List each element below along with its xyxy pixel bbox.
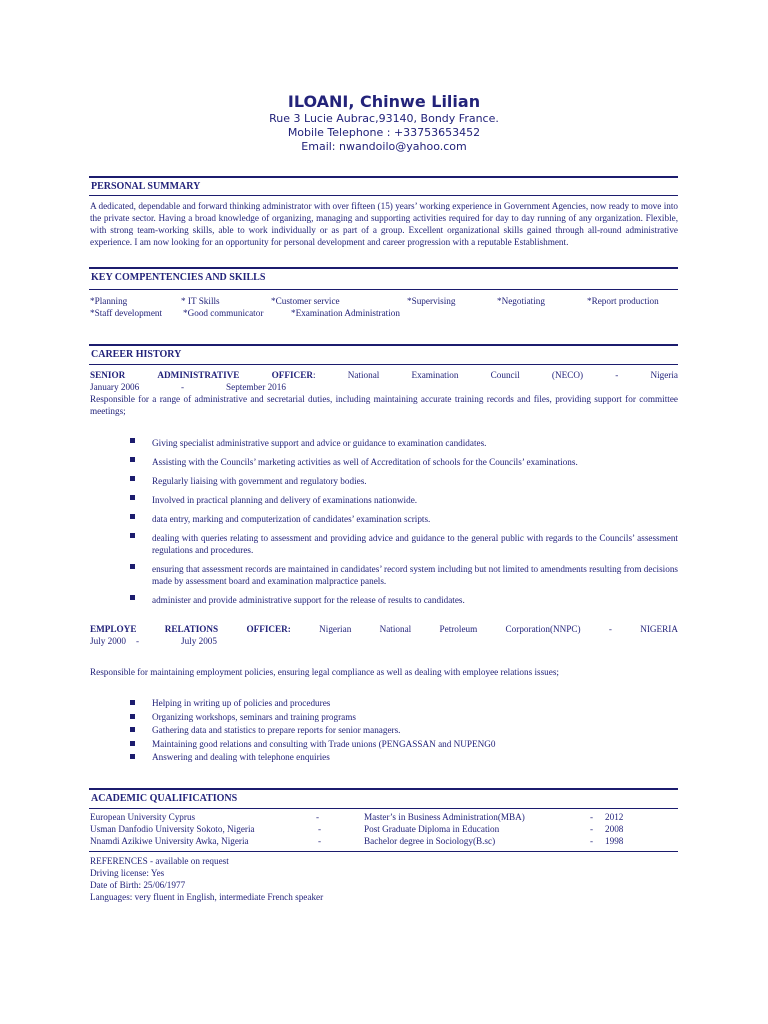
employer-word: National	[379, 624, 412, 634]
driving-license-line: Driving license: Yes	[90, 868, 165, 878]
skill-item: *Supervising	[407, 296, 456, 306]
employer-word: Petroleum	[439, 624, 478, 634]
job2-date-end: July 2005	[181, 636, 217, 646]
career-heading: CAREER HISTORY	[91, 349, 182, 360]
employer-word: Corporation(NNPC)	[505, 624, 581, 634]
job1-bullet: Regularly liaising with government and regulatory bodies.	[152, 476, 367, 486]
job2-date-start: July 2000	[90, 636, 126, 646]
bullet-icon	[130, 514, 135, 519]
bullet-icon	[130, 476, 135, 481]
bullet-icon	[130, 754, 135, 759]
job-title-word: EMPLOYE	[90, 624, 137, 634]
skill-item: *Staff development	[90, 308, 163, 318]
job1-bullet: Involved in practical planning and delivery of examinations nationwide.	[152, 495, 418, 505]
references-line: REFERENCES - available on request	[90, 856, 229, 866]
bullet-icon	[130, 495, 135, 500]
job1-bullet: Assisting with the Councils’ marketing activities as well of Accreditation of schools for the Councils’ examinations.	[152, 457, 578, 467]
job2-bullet: Answering and dealing with telephone enquiries	[152, 752, 330, 762]
employer-word: Nigerian	[319, 624, 352, 634]
employer-word: Examination	[411, 370, 459, 380]
employer-word: NIGERIA	[640, 624, 678, 634]
section-rule	[89, 851, 678, 852]
section-rule	[89, 364, 678, 365]
degree-name: Post Graduate Diploma in Education	[364, 824, 500, 834]
school-name: Nnamdi Azikiwe University Awka, Nigeria	[90, 836, 249, 846]
employer-word: -	[608, 624, 612, 634]
degree-year: 1998	[605, 836, 624, 846]
employer-word: Nigeria	[650, 370, 678, 380]
date-of-birth-line: Date of Birth: 25/06/1977	[90, 880, 186, 890]
job1-bullet: data entry, marking and computerization of candidates’ examination scripts.	[152, 514, 431, 524]
address-line: Rue 3 Lucie Aubrac,93140, Bondy France.	[269, 112, 499, 125]
skill-item: *Examination Administration	[291, 308, 400, 318]
job1-bullet: dealing with queries relating to assessment and providing advice and guidance to the general public with regards to the Councils’ assessment regulations and procedures.	[152, 533, 678, 555]
phone-line: Mobile Telephone : +33753653452	[287, 126, 481, 139]
section-rule	[89, 289, 678, 290]
job-title-word: SENIOR	[90, 370, 126, 380]
job-title-word: OFFICER:	[246, 624, 291, 634]
summary-text: A dedicated, dependable and forward thinking administrator with over fifteen (15) years’ working experience in Government Agencies, now ready to move into the private sector. Having a broad knowledge of organizing, managing and supporting activities required for day to day running of any organization. Flexible, with strong team-working skills, able to work individually or as part of a group. Excellent organizational skills gained through all-round administrative experience. I am now looking for an opportunity for personal development and career progression with a reputable Establishment.	[90, 201, 678, 247]
job1-date-sep: -	[181, 382, 185, 392]
row-separator: -	[590, 824, 594, 834]
languages-line: Languages: very fluent in English, intermediate French speaker	[90, 892, 324, 902]
job1-bullet: ensuring that assessment records are maintained in candidates’ record system including but not limited to amendments resulting from decisions made by assessment board and examination malpractice panels.	[152, 564, 678, 586]
job1-date-start: January 2006	[90, 382, 140, 392]
employer-word: Council	[490, 370, 520, 380]
degree-name: Master’s in Business Administration(MBA)	[364, 812, 525, 822]
section-rule	[89, 808, 678, 809]
job1-title-row	[90, 370, 678, 380]
job2-bullet: Helping in writing up of policies and procedures	[152, 698, 331, 708]
bullet-icon	[130, 533, 135, 538]
skill-item: *Planning	[90, 296, 128, 306]
job1-intro: Responsible for a range of administrative and secretarial duties, including maintaining accurate training records and files, providing support for committee meetings;	[90, 394, 678, 416]
degree-name: Bachelor degree in Sociology(B.sc)	[364, 836, 496, 846]
bullet-icon	[130, 714, 135, 719]
job1-bullet: Giving specialist administrative support and advice or guidance to examination candidates.	[152, 438, 487, 448]
bullet-icon	[130, 741, 135, 746]
job2-intro: Responsible for maintaining employment policies, ensuring legal compliance as well as dealing with employee relations issues;	[90, 667, 559, 677]
bullet-icon	[130, 564, 135, 569]
job2-bullet: Organizing workshops, seminars and training programs	[152, 712, 356, 722]
section-rule	[89, 267, 678, 269]
job-title-word: OFFICER	[271, 370, 313, 380]
bullet-icon	[130, 595, 135, 600]
job2-bullet: Maintaining good relations and consulting with Trade unions (PENGASSAN and NUPENG0	[152, 739, 496, 749]
degree-year: 2008	[605, 824, 624, 834]
row-separator: -	[590, 836, 594, 846]
skill-item: *Report production	[587, 296, 659, 306]
section-rule	[89, 788, 678, 790]
job1-date-end: September 2016	[226, 382, 286, 392]
academic-heading: ACADEMIC QUALIFICATIONS	[91, 793, 238, 804]
job1-bullet: administer and provide administrative support for the release of results to candidates.	[152, 595, 465, 605]
row-separator: -	[318, 824, 322, 834]
email-line: Email: nwandoilo@yahoo.com	[301, 140, 467, 153]
bullet-icon	[130, 457, 135, 462]
job-title-word: RELATIONS	[164, 624, 219, 634]
school-name: European University Cyprus	[90, 812, 196, 822]
job2-title-row	[90, 624, 678, 634]
skill-item: * IT Skills	[181, 296, 220, 306]
job-title-word: ADMINISTRATIVE	[157, 370, 240, 380]
section-rule	[89, 344, 678, 346]
bullet-icon	[130, 700, 135, 705]
employer-word: (NECO)	[551, 370, 584, 380]
row-separator: -	[318, 836, 322, 846]
school-name: Usman Danfodio University Sokoto, Nigeria	[90, 824, 255, 834]
summary-heading: PERSONAL SUMMARY	[91, 181, 201, 192]
job-title-colon: :	[312, 370, 316, 380]
bullet-icon	[130, 727, 135, 732]
skill-item: *Good communicator	[183, 308, 264, 318]
candidate-name: ILOANI, Chinwe Lilian	[287, 92, 481, 111]
skills-heading: KEY COMPENTENCIES AND SKILLS	[91, 272, 266, 283]
row-separator: -	[316, 812, 320, 822]
employer-word: National	[347, 370, 380, 380]
row-separator: -	[590, 812, 594, 822]
skill-item: *Negotiating	[497, 296, 545, 306]
employer-word: -	[615, 370, 619, 380]
bullet-icon	[130, 438, 135, 443]
section-rule	[89, 195, 678, 196]
job2-date-sep: -	[136, 636, 140, 646]
section-rule	[89, 176, 678, 178]
job2-bullet: Gathering data and statistics to prepare reports for senior managers.	[152, 725, 401, 735]
degree-year: 2012	[605, 812, 624, 822]
skill-item: *Customer service	[271, 296, 340, 306]
